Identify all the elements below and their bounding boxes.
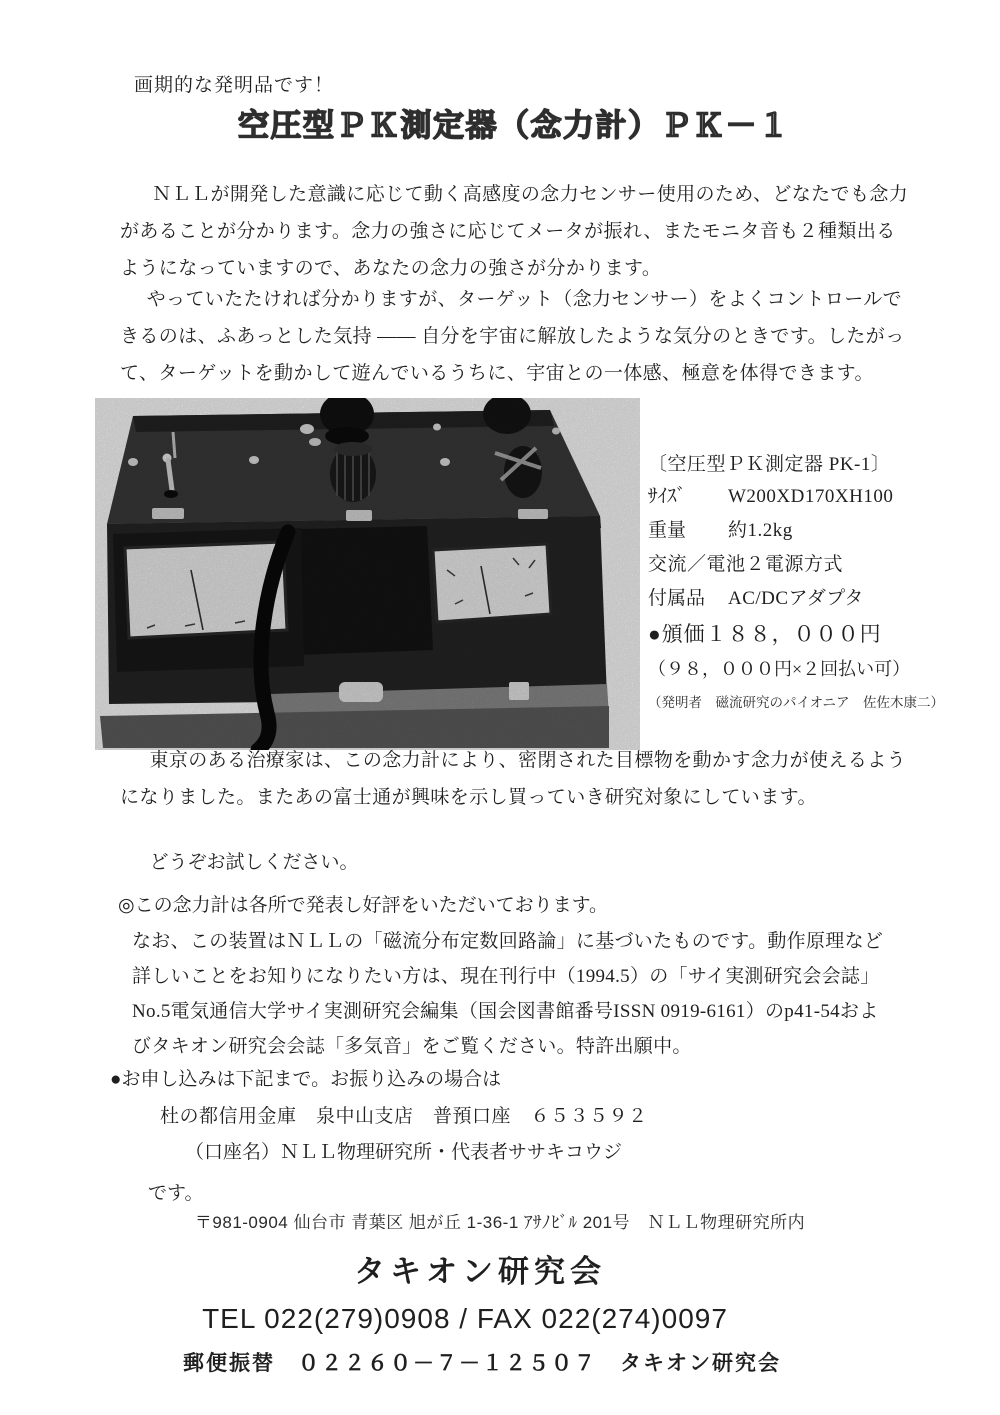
text-line: No.5電気通信大学サイ実測研究会編集（国会図書館番号ISSN 0919-6161）のp41-54およ: [132, 1001, 879, 1022]
installment-line: （９８，０００円×２回払い可）: [648, 659, 911, 679]
text-line: びタキオン研究会会誌「多気音」をご覧ください。特許出願中。: [132, 1036, 692, 1057]
spec-value: 交流／電池２電源方式: [648, 554, 844, 575]
text-line: きるのは、ふあっとした気持 ―― 自分を宇宙に解放したような気分のときです。したがっ: [120, 326, 905, 347]
lead-line: 画期的な発明品です！: [134, 75, 335, 96]
postal-transfer-line: 郵便振替 ０２２６０－７－１２５０７ タキオン研究会: [183, 1352, 781, 1375]
order-intro-line: ●お申し込みは下記まで。お振り込みの場合は: [110, 1069, 502, 1090]
spec-label: 重量: [648, 520, 687, 541]
spec-row-power: [648, 548, 944, 582]
spec-label: 付属品: [648, 588, 706, 609]
order-section: [110, 1062, 910, 1209]
spec-row-accessory: [648, 582, 944, 616]
text-line: があることが分かります。念力の強さに応じてメータが振れ、またモニタ音も２種類出る: [120, 221, 896, 242]
page-title: 空圧型ＰＫ測定器（念力計）ＰＫ－１: [238, 108, 791, 143]
spec-header: 〔空圧型ＰＫ測定器 PK-1〕: [648, 454, 891, 475]
intro-paragraph-1: [120, 176, 909, 287]
order-closing-line: です。: [148, 1183, 204, 1204]
address-line: 〒981-0904 仙台市 青葉区 旭が丘 1-36-1 ｱｻﾉﾋﾞﾙ 201号 ＮＬＬ物理研究所内: [194, 1213, 806, 1232]
notes-section: [118, 888, 908, 1064]
text-line: 東京のある治療家は、この念力計により、密閉された目標物を動かす念力が使えるよう: [149, 750, 907, 771]
try-line: どうぞお試しください。: [149, 852, 359, 873]
text-line: なお、この装置はＮＬＬの「磁流分布定数回路論」に基づいたものです。動作原理など: [132, 931, 884, 952]
text-line: になりました。またあの富士通が興味を示し買っていき研究対象にしています。: [120, 787, 817, 808]
spec-box: [648, 450, 944, 714]
text-line: 詳しいことをお知りになりたい方は、現在刊行中（1994.5）の「サイ実測研究会会誌」: [132, 966, 880, 987]
spec-value: AC/DCアダプタ: [728, 588, 864, 609]
spec-row-weight: [648, 514, 944, 548]
text-line: やっていたたければ分かりますが、ターゲット（念力センサー）をよくコントロールで: [146, 289, 903, 310]
notes-headline: ◎この念力計は各所で発表し好評をいただいております。: [118, 895, 609, 916]
product-photo: [95, 398, 640, 750]
text-line: て、ターゲットを動かして遊んでいるうちに、宇宙との一体感、極意を体得できます。: [120, 363, 874, 384]
account-holder-line: （口座名）ＮＬＬ物理研究所・代表者ササキコウジ: [185, 1142, 623, 1163]
price-line: ●頒価１８８，０００円: [648, 622, 882, 646]
text-line: ＮＬＬが開発した意識に応じて動く高感度の念力センサー使用のため、どなたでも念力: [152, 184, 909, 205]
scan-grain: [95, 398, 640, 750]
testimonial-paragraph: [120, 742, 907, 816]
spec-row-size: [648, 480, 944, 514]
bank-account-line: 杜の都信用金庫 泉中山支店 普預口座 ６５３５９２: [160, 1106, 648, 1127]
organization-name: タキオン研究会: [354, 1254, 606, 1289]
inventor-line: （発明者 磁流研究のパイオニア 佐佐木康二）: [648, 695, 945, 710]
text-line: ようになっていますので、あなたの念力の強さが分かります。: [120, 258, 662, 279]
device-photo-illustration: [95, 398, 640, 750]
intro-paragraph-2: [120, 281, 905, 392]
spec-value: W200XD170XH100: [728, 486, 894, 507]
tel-fax-line: TEL 022(279)0908 / FAX 022(274)0097: [202, 1303, 728, 1334]
notes-detail: [118, 924, 908, 1064]
spec-value: 約1.2kg: [728, 520, 793, 541]
spec-label: ｻｲｽﾞ: [648, 486, 687, 507]
